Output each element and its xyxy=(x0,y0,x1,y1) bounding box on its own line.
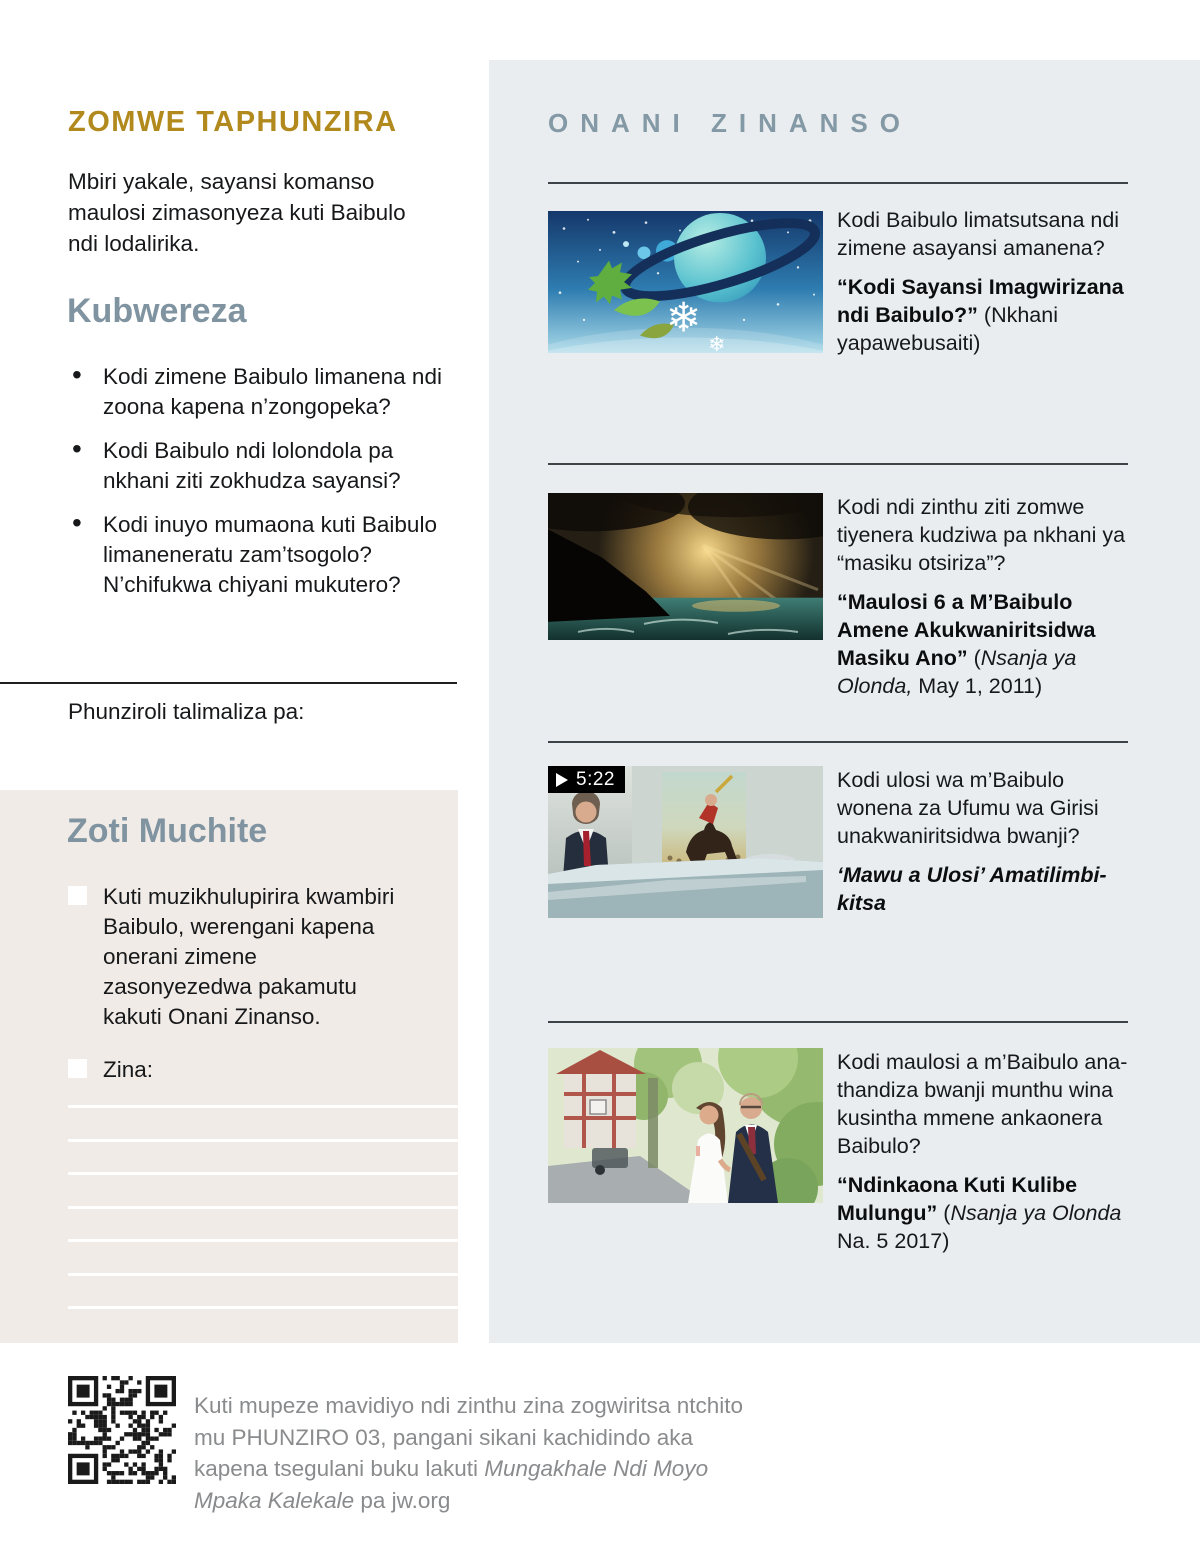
thumbnail-couple-walking[interactable] xyxy=(548,1048,823,1203)
review-question-list xyxy=(68,362,450,614)
play-icon xyxy=(556,773,568,787)
video-duration-badge xyxy=(548,766,625,793)
writing-line xyxy=(68,1105,458,1108)
planets-leaves-snowflakes-illustration xyxy=(548,211,823,353)
footer-note: Kuti mupeze mavidiyo ndi zinthu zina zogwiritsa ntchito mu PHUNZIRO 03, pangani sikani kachidindo aka kapena tsegulani buku lakuti Mungakhale Ndi Moyo Mpaka Kalekale pa jw.org xyxy=(194,1393,744,1513)
thumbnail-planets-science[interactable] xyxy=(548,211,823,353)
todo-item xyxy=(68,1055,398,1085)
see-also-question: Kodi Baibulo limatsutsana ndi zimene asayansi amanena? xyxy=(837,208,1120,260)
review-question: • Kodi zimene Baibulo limanena ndi zoona kapena n’zongopeka? xyxy=(68,362,450,422)
todo-box xyxy=(0,790,458,1343)
divider xyxy=(548,182,1128,184)
svg-text:❄: ❄ xyxy=(708,332,726,353)
see-also-text xyxy=(837,493,1128,700)
see-also-reference[interactable]: “Ndinkaona Kuti Kulibe Mulungu” (Nsanja ya Olonda Na. 5 2017) xyxy=(837,1173,1122,1253)
writing-line xyxy=(68,1306,458,1309)
todo-checkbox[interactable] xyxy=(68,886,87,905)
see-also-heading: ONANI ZINANSO xyxy=(548,108,912,138)
see-also-item xyxy=(548,493,1128,700)
writing-line xyxy=(68,1172,458,1175)
see-also-question: Kodi ulosi wa m’Baibulo wonena za Ufumu wa Girisi unakwaniritsidwa bwanji? xyxy=(837,768,1099,848)
divider xyxy=(548,741,1128,743)
see-also-item xyxy=(548,206,1128,357)
thumbnail-prophecy-video[interactable] xyxy=(548,766,823,918)
book-title: Mungakhale Ndi Moyo Mpaka Kalekale xyxy=(194,1456,709,1513)
see-also-reference[interactable]: “Kodi Sayansi Imagwirizana ndi Baibulo?” (Nkhani yapawebusaiti) xyxy=(837,275,1124,355)
review-heading: Kubwereza xyxy=(67,292,247,330)
lesson-summary: Mbiri yakale, sayansi komanso maulosi zimasonyeza kuti Baibulo ndi lodalirika. xyxy=(68,169,406,256)
todo-item-label: Kuti muzikhulupirira kwambiri Baibulo, werengani kapena onerani zimene zasonyezedwa pakamutu kakuti Onani Zinanso. xyxy=(103,884,395,1029)
completed-on-label: Phunziroli talimaliza pa: xyxy=(68,699,305,724)
review-question: • Kodi Baibulo ndi lolondola pa nkhani ziti zokhudza sayansi? xyxy=(68,436,450,496)
see-also-text xyxy=(837,1048,1128,1255)
see-also-text xyxy=(837,206,1128,357)
see-also-reference[interactable]: “Maulosi 6 a M’Baibulo Amene Akukwaniritsidwa Masiku Ano” (Nsanja ya Olonda, May 1, 2011) xyxy=(837,590,1096,698)
qr-code xyxy=(68,1376,176,1484)
see-also-item xyxy=(548,766,1128,918)
writing-line xyxy=(68,1139,458,1142)
see-also-panel xyxy=(489,60,1200,1343)
writing-line xyxy=(68,1206,458,1209)
see-also-item xyxy=(548,1048,1128,1255)
see-also-question: Kodi ndi zinthu ziti zomwe tiyenera kudziwa pa nkhani ya “masiku otsiriza”? xyxy=(837,495,1126,575)
todo-heading: Zoti Muchite xyxy=(67,812,268,850)
see-also-text xyxy=(837,766,1128,918)
see-also-reference[interactable]: ‘Mawu a Ulosi’ Amatilimbikitsa xyxy=(837,863,1107,915)
divider xyxy=(0,682,457,684)
writing-line xyxy=(68,1273,458,1276)
todo-checkbox[interactable] xyxy=(68,1059,87,1078)
svg-text:❄: ❄ xyxy=(666,294,702,342)
writing-line xyxy=(68,1239,458,1242)
video-duration: 5:22 xyxy=(576,768,615,790)
storm-light-over-sea-photo xyxy=(548,493,823,640)
page-title: ZOMWE TAPHUNZIRA xyxy=(68,106,398,138)
couple-walking-street-photo xyxy=(548,1048,823,1203)
see-also-question: Kodi maulosi a m’Baibulo anathandiza bwanji munthu wina kusintha mmene ankaonera Baibulo? xyxy=(837,1050,1128,1158)
divider xyxy=(548,1021,1128,1023)
thumbnail-storm-sea[interactable] xyxy=(548,493,823,640)
divider xyxy=(548,463,1128,465)
review-question: • Kodi inuyo mumaona kuti Baibulo limaneneratu zam’tsogolo? N’chifukwa chiyani mukutero? xyxy=(68,510,450,600)
todo-item xyxy=(68,882,398,1032)
todo-item-label: Zina: xyxy=(103,1057,154,1082)
